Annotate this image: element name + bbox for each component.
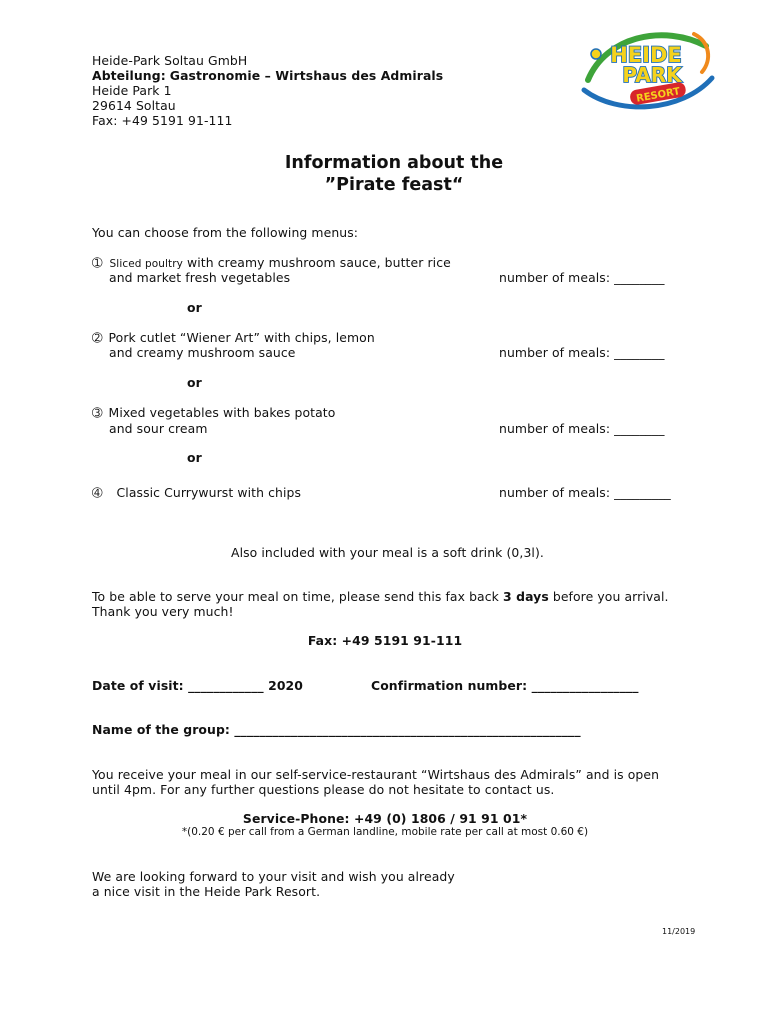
- menu-item-1: [92, 255, 451, 271]
- separator-or-1: or: [187, 300, 202, 315]
- menu-marker-2: ➁: [92, 330, 103, 345]
- menu-1-line2: and market fresh vegetables: [109, 270, 291, 285]
- menu-item-2: [92, 330, 375, 345]
- thanks-text: Thank you very much!: [92, 604, 234, 619]
- drink-note: Also included with your meal is a soft drink (0,3l).: [231, 545, 544, 560]
- menu-2-line2: and creamy mushroom sauce: [109, 345, 296, 360]
- closing-line1: We are looking forward to your visit and wish you already: [92, 869, 455, 884]
- department-value: Gastronomie – Wirtshaus des Admirals: [169, 68, 444, 83]
- fax-number-bold: Fax: +49 5191 91-111: [307, 633, 463, 648]
- menu-3-line1: Mixed vegetables with bakes potato: [108, 405, 336, 420]
- menu-item-3: [92, 405, 335, 420]
- footer-date: 11/2019: [662, 927, 696, 936]
- deadline-days: 3 days: [502, 589, 549, 604]
- logo-word-heide: HEIDE: [610, 43, 682, 67]
- deadline-text: [92, 589, 669, 604]
- separator-or-2: or: [187, 375, 202, 390]
- service-phone: Service-Phone: +49 (0) 1806 / 91 91 01*: [242, 811, 528, 826]
- closing-line2: a nice visit in the Heide Park Resort.: [92, 884, 321, 899]
- company-name: Heide-Park Soltau GmbH: [92, 53, 248, 68]
- city-address: 29614 Soltau: [92, 98, 176, 113]
- department-label: Abteilung:: [92, 68, 166, 83]
- restaurant-info-line2: until 4pm. For any further questions please do not hesitate to contact us.: [92, 782, 555, 797]
- service-phone-note: *(0.20 € per call from a German landline, mobile rate per call at most 0.60 €): [181, 826, 589, 838]
- menu-2-line1: Pork cutlet “Wiener Art” with chips, lemon: [108, 330, 375, 345]
- heide-park-logo: [578, 24, 716, 114]
- intro-text: You can choose from the following menus:: [92, 225, 359, 240]
- menu-4-count: number of meals: _________: [499, 485, 671, 500]
- confirmation-number-field[interactable]: Confirmation number: _________________: [371, 678, 639, 693]
- menu-marker-1: ➀: [92, 255, 103, 270]
- restaurant-info-line1: You receive your meal in our self-service-restaurant “Wirtshaus des Admirals” and is open: [92, 767, 660, 782]
- deadline-after: before you arrival.: [548, 589, 669, 604]
- menu-1-count: number of meals: ________: [499, 270, 665, 285]
- menu-4-line1: Classic Currywurst with chips: [116, 485, 302, 500]
- menu-2-count: number of meals: ________: [499, 345, 665, 360]
- separator-or-3: or: [187, 450, 202, 465]
- page-title-line1: Information about the: [284, 153, 504, 173]
- page-title-line2: ”Pirate feast“: [324, 175, 464, 195]
- deadline-before: To be able to serve your meal on time, please send this fax back: [92, 589, 503, 604]
- menu-1-line1: with creamy mushroom sauce, butter rice: [182, 255, 451, 270]
- logo-word-resort: RESORT: [635, 86, 682, 105]
- date-of-visit-field[interactable]: Date of visit: ____________ 2020: [92, 678, 303, 693]
- logo-dot: [591, 49, 601, 59]
- group-name-field[interactable]: Name of the group: _______________________________________________________: [92, 722, 581, 737]
- header-fax: Fax: +49 5191 91-111: [92, 113, 233, 128]
- menu-item-4: [92, 485, 301, 500]
- street-address: Heide Park 1: [92, 83, 172, 98]
- menu-marker-3: ➂: [92, 405, 103, 420]
- menu-1-lead: Sliced poultry: [109, 258, 183, 270]
- menu-3-count: number of meals: ________: [499, 421, 665, 436]
- logo-word-park: PARK: [622, 63, 682, 87]
- menu-3-line2: and sour cream: [109, 421, 208, 436]
- menu-marker-4: ➃: [92, 485, 103, 500]
- department-line: [92, 68, 443, 83]
